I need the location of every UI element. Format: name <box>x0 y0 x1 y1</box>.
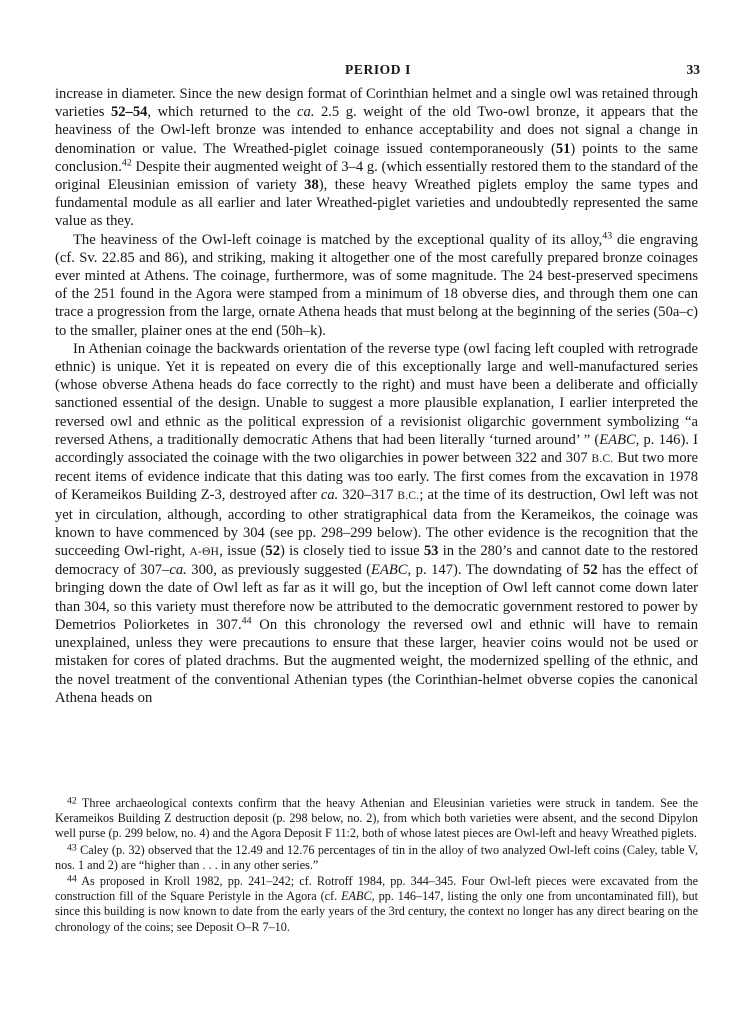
text-run: Despite their augmented weight of 3–4 g. (which essentially restored them to the standard of the original Eleusinian emission of variety <box>55 158 698 194</box>
text-run: , issue ( <box>219 543 266 560</box>
text-run: die engraving (cf. Sv. 22.85 and 86), and striking, making it altogether one of the most carefully prepared bronze coinages ever minted at Athens. The coinage, furthermore, was of some magnitude. The 24 best-preserved specimens of the 251 found in the Agora were stamped from a minimum of 18 obverse dies, and through them one can trace a progression from the large, ornate Athena heads that must belong at the beginning of the series (50a–c) to the smaller, plainer ones at the end (50h–k). <box>55 231 699 339</box>
text-run: ), these heavy Wreathed piglets employ the same types and fundamental module as all earlier and later Wreathed-piglet varieties and undoubtedly represented the same value as they. <box>55 177 698 230</box>
variety-ref: 52 <box>583 562 598 579</box>
text-run: But two more recent items of evidence indicate that this dating was too early. The first comes from the excavation in 1978 of Kerameikos Building Z-3, destroyed after <box>55 450 698 504</box>
text-run: , p. 147). The downdating of <box>407 562 584 579</box>
page-number: 33 <box>686 62 700 77</box>
greek-ethnic: Α-ΘΗ <box>189 546 220 559</box>
paragraph-1 <box>55 85 698 231</box>
variety-ref: 38 <box>304 177 319 194</box>
footnote-ref-43: 43 <box>602 230 613 242</box>
variety-ref: 52 <box>265 543 280 560</box>
footnote-ref-42: 42 <box>121 157 132 169</box>
text-run: 2.5 g. weight of the old Two-owl bronze, it appears that the heaviness of the Owl-left bronze was intended to enhance acceptability and does not signal a change in denomination or value. The Wreathed-piglet coinage issued contemporaneously ( <box>55 104 698 157</box>
footnotes <box>55 796 698 935</box>
variety-ref: 52–54 <box>110 104 148 121</box>
footnote-text: As proposed in Kroll 1982, pp. 241–242; cf. Rotroff 1984, pp. 344–345. Four Owl-left pieces were excavated from the construction fill of the Square Peristyle in the Agora (cf. <box>55 874 698 904</box>
running-head <box>56 62 700 82</box>
running-title: PERIOD I <box>345 62 411 77</box>
small-caps-run: B.C. <box>591 453 614 466</box>
italic-run: ca. <box>297 104 315 121</box>
text-run: 320–317 <box>338 487 398 504</box>
italic-run: ca. <box>320 487 339 504</box>
italic-run: EABC <box>341 889 372 904</box>
small-caps-run: B.C. <box>397 490 420 503</box>
text-run: , p. 146). I accordingly associated the coinage with the two oligarchies in power between 322 and 307 <box>55 431 698 467</box>
footnote-number: 44 <box>67 873 77 885</box>
text-run: 300, as previously suggested ( <box>186 562 372 579</box>
footnote-text: , pp. 146–147, listing the only one from uncontaminated fill), but since this building is now known to date from the early years of the 3rd century, the context no longer has any direct bearing on the chronology of the coins; see Deposit O–R 7–10. <box>55 889 698 934</box>
paragraph-3 <box>55 340 698 707</box>
text-run: ) points to the same conclusion. <box>55 140 698 175</box>
text-run: has the effect of bringing down the date of Owl left as far as it will go, but the inception of Owl left cannot come down later than 304, so this variety must therefore now be attributed to the democratic government restored to power by Demetrios Poliorketes in 307. <box>55 562 698 633</box>
text-run: in the 280’s and cannot date to the restored democracy of 307– <box>55 543 698 579</box>
text-run: On this chronology the reversed owl and ethnic will have to remain unexplained, unless they were precautions to ensure that these larger, heavier coins would not be used or mistaken for cores of plated drachms. But the augmented weight, the modernized spelling of the ethnic, and the novel treatment of the conventional Athenian types (the Corinthian-helmet obverse copies the canonical Athena heads on <box>55 616 698 706</box>
text-run: increase in diameter. Since the new design format of Corinthian helmet and a single owl was retained through varieties <box>55 86 698 121</box>
text-run: , which returned to the <box>147 104 298 121</box>
text-run: The heaviness of the Owl-left coinage is matched by the exceptional quality of its alloy, <box>73 231 603 248</box>
variety-ref: 51 <box>555 140 571 157</box>
footnote-text: Three archaeological contexts confirm that the heavy Athenian and Eleusinian varieties were struck in tandem. See the Kerameikos Building Z destruction deposit (p. 298 below, no. 2), from which both varieties were absent, and the second Dipylon well purse (p. 299 below, no. 4) and the Agora Deposit F 11:2, both of whose latest pieces are Owl-left and heavy Wreathed piglets. <box>55 796 698 841</box>
footnote-ref-44: 44 <box>241 615 252 627</box>
footnote-number: 43 <box>67 842 77 854</box>
text-run: ; at the time of its destruction, Owl left was not yet in circulation, although, according to other stratigraphical data from the Kerameikos, the coinage was known to have commenced by 304 (see pp. 298–299 below). The other evidence is the recognition that the succeeding Owl-right, <box>55 487 699 560</box>
italic-run: EABC <box>371 562 408 579</box>
italic-run: ca. <box>169 562 187 579</box>
paragraph-2 <box>55 231 698 340</box>
variety-ref: 53 <box>423 543 439 560</box>
footnote-43 <box>55 843 698 873</box>
text-run: ) is closely tied to issue <box>279 543 424 560</box>
footnote-number: 42 <box>67 795 77 807</box>
italic-run: EABC <box>599 431 636 448</box>
body-text <box>55 85 698 707</box>
footnote-44 <box>55 874 698 935</box>
footnote-text: Caley (p. 32) observed that the 12.49 and 12.76 percentages of tin in the alloy of two analyzed Owl-left coins (Caley, table V, nos. 1 and 2) are “higher than . . . in any other series.” <box>55 842 698 872</box>
text-run: In Athenian coinage the backwards orientation of the reverse type (owl facing left coupled with retrograde ethnic) is unique. Yet it is repeated on every die of this exceptionally large and well-manufactured series (whose obverse Athena heads do face correctly to the right) and must have been a deliberate and officially sanctioned essential of the design. Unable to suggest a more plausible explanation, I earlier interpreted the reversed owl and ethnic as the political expression of a revisionist oligarchic government symbolizing “a reversed Athens, a traditionally democratic Athens that had been literally ‘turned around’ ” ( <box>55 340 698 448</box>
footnote-42 <box>55 796 698 842</box>
